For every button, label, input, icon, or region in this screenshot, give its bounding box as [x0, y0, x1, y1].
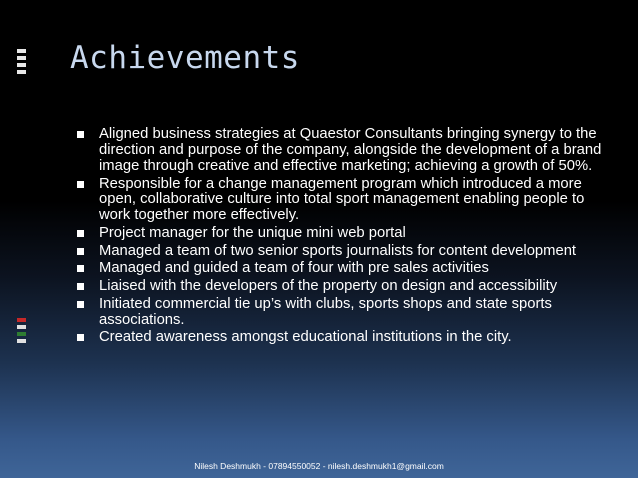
bullet-text: Initiated commercial tie up’s with clubs, sports shops and state sports associations.	[99, 295, 552, 328]
bullet-square-icon	[77, 131, 84, 138]
footer	[0, 461, 638, 471]
bullet-list	[77, 127, 607, 348]
bullet-item	[77, 226, 607, 242]
bullet-text: Liaised with the developers of the property on design and accessibility	[99, 278, 558, 295]
footer-contact: Nilesh Deshmukh - 07894550052 - nilesh.deshmukh1@gmail.com	[194, 461, 444, 471]
bullet-item	[77, 279, 607, 295]
decorative-bars-bottom	[17, 318, 26, 348]
bullet-square-icon	[77, 230, 84, 237]
bullet-square-icon	[77, 181, 84, 188]
bullet-text: Aligned business strategies at Quaestor Consultants bringing synergy to the direction and purpose of the company, alongside the development of a brand image through creative and effective marketing; achieving a growth of 50%.	[99, 126, 602, 174]
bullet-square-icon	[77, 248, 84, 255]
bullet-text: Managed and guided a team of four with pre sales activities	[99, 260, 489, 277]
slide-title: Achievements	[70, 40, 300, 76]
bullet-square-icon	[77, 334, 84, 341]
bullet-item	[77, 244, 607, 260]
bullet-text: Project manager for the unique mini web portal	[99, 225, 406, 242]
bullet-text: Responsible for a change management program which introduced a more open, collaborative culture into total sport management enabling people to work together more effectively.	[99, 175, 585, 224]
bullet-item	[77, 177, 607, 225]
bullet-square-icon	[77, 265, 84, 272]
bullet-square-icon	[77, 283, 84, 290]
bullet-text: Created awareness amongst educational institutions in the city.	[99, 329, 512, 346]
bullet-item	[77, 297, 607, 329]
bullet-item	[77, 127, 607, 175]
decorative-bars-top	[17, 49, 26, 79]
bullet-item	[77, 330, 607, 346]
bullet-item	[77, 261, 607, 277]
bullet-text: Managed a team of two senior sports journalists for content development	[99, 242, 577, 259]
bullet-square-icon	[77, 301, 84, 308]
